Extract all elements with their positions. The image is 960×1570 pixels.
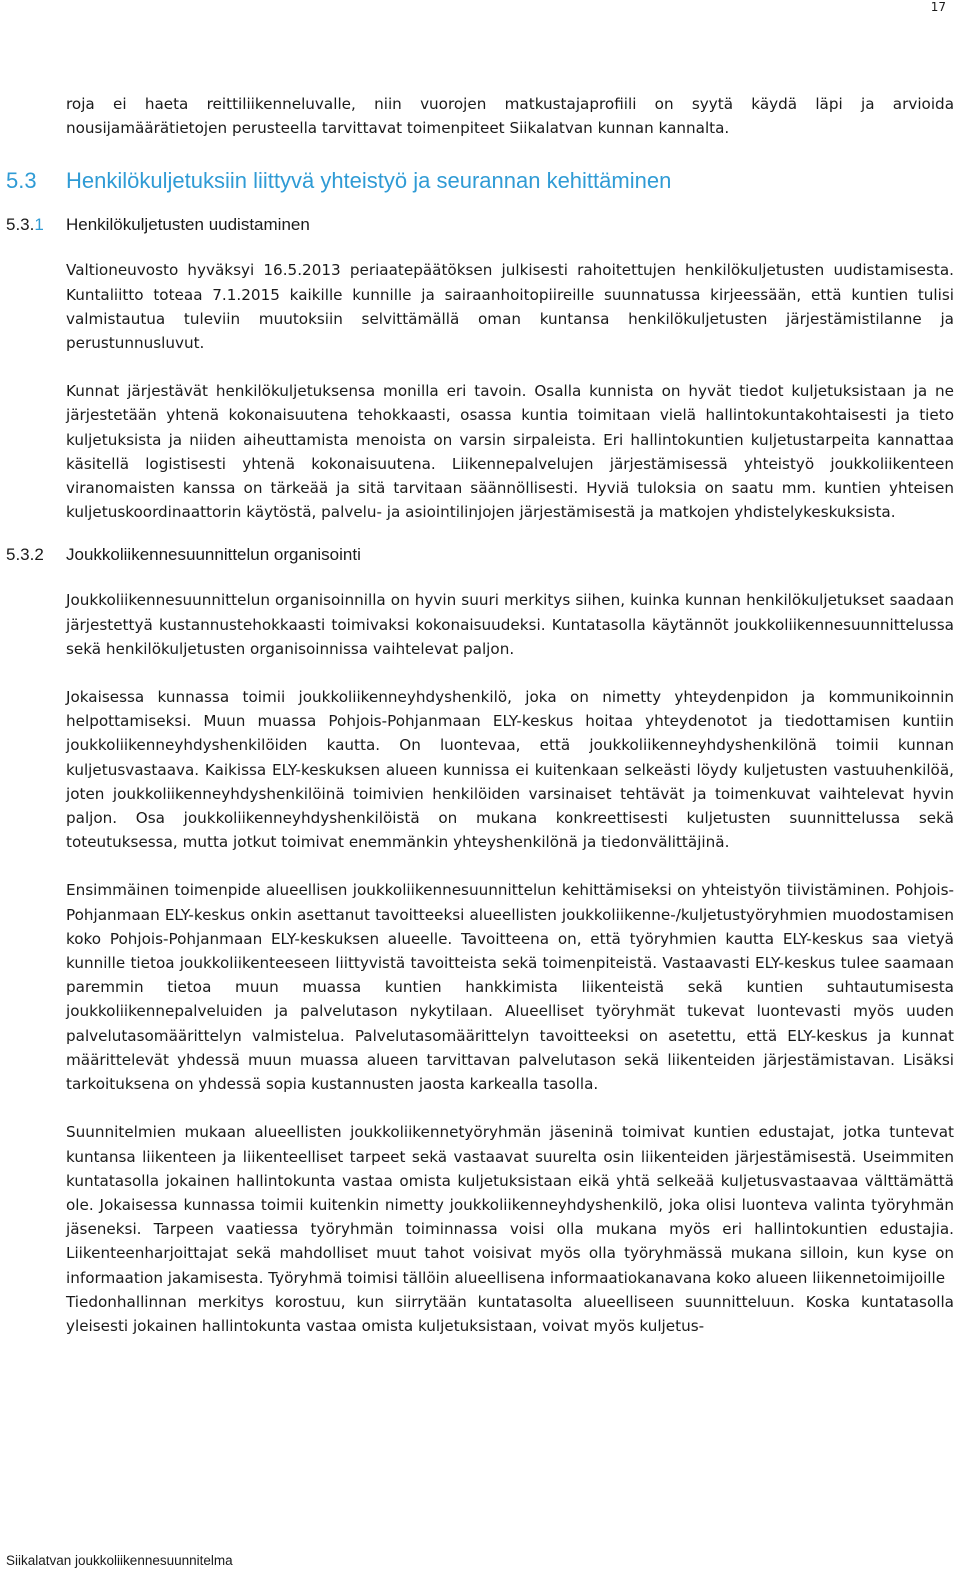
subsection-title: Henkilökuljetusten uudistaminen (66, 215, 310, 235)
paragraph: Jokaisessa kunnassa toimii joukkoliikenneyhdyshenkilö, joka on nimetty yhteydenpidon ja kommunikoinnin helpottamiseksi. Muun muassa Pohjois-Pohjanmaan ELY-keskus hoitaa yhteydenotot ja tiedottamisen kuntiin joukkoliikenneyhdyshenkilöiden kautta. On luontevaa, että joukkoliikenneyhdyshenkilönä toimii kunnan kuljetusvastaava. Kaikissa ELY-keskuksen alueen kunnissa ei kuitenkaan selkeästi löydy kuljetusten vastuuhenkilöä, joten joukkoliikenneyhdyshenkilöinä toimivien henkilöiden varsinaiset tehtävät ja toimenkuvat vaihtelevat hyvin paljon. Osa joukkoliikenneyhdyshenkilöistä on mukana konkreettisesti kuljetusten suunnittelussa sekä toteutuksessa, mutta jotkut toimivat enemmänkin yhteyshenkilönä ja tiedonvälittäjinä. (66, 688, 954, 852)
paragraph: Tiedonhallinnan merkitys korostuu, kun siirrytään kuntatasolta alueelliseen suunnitteluun. Koska kuntatasolla yleisesti jokainen hallintokunta vastaa omista kuljetuksistaan, voivat myös kuljetus- (66, 1292, 954, 1335)
subsection-number: 5.3.2 (6, 545, 44, 565)
subsection-heading-5-3-2 (6, 544, 954, 566)
subsection-heading-5-3-1 (6, 214, 954, 236)
paragraph: Valtioneuvosto hyväksyi 16.5.2013 periaatepäätöksen julkisesti rahoitettujen henkilökuljetusten uudistamisesta. Kuntaliitto toteaa 7.1.2015 kaikille kunnille ja sairaanhoitopiireille suunnatussa kirjeessään, että kuntien tulisi valmistautua tuleviin muutoksiin selvittämällä oman kuntansa henkilökuljetusten järjestämistilanne ja perustunnusluvut. (66, 261, 954, 353)
section-number: 5.3 (6, 168, 37, 194)
paragraph: Joukkoliikennesuunnittelun organisoinnilla on hyvin suuri merkitys siihen, kuinka kunnan henkilökuljetukset saadaan järjestettyä kustannustehokkaasti toimivaksi kokonaisuudeksi. Kuntatasolla käytännöt joukkoliikennesuunnittelussa sekä henkilökuljetusten organisoinnissa vaihtelevat paljon. (66, 591, 954, 658)
page-footer: Siikalatvan joukkoliikennesuunnitelma (6, 1553, 233, 1568)
section-title: Henkilökuljetuksiin liittyvä yhteistyö ja seurannan kehittäminen (66, 168, 672, 194)
subsection-number (6, 214, 44, 236)
paragraph: Kunnat järjestävät henkilökuljetuksensa monilla eri tavoin. Osalla kunnista on hyvät tiedot kuljetuksistaan ja ne järjestetään yhtenä kokonaisuutena tehokkaasti, osassa kuntia toimitaan vielä hallintokuntakohtaisesti ja tieto kuljetuksista ja niiden aiheuttamista menoista on varsin sirpaleista. Eri hallintokuntien kuljetustarpeita kannattaa käsitellä logistisesti yhtenä kokonaisuutena. Liikennepalvelujen järjestämisessä yhteistyö joukkoliikenteen viranomaisten kanssa on tärkeää ja sitä tarvitaan säännöllisesti. Hyviä tuloksia on saatu mm. kuntien yhteisen kuljetuskoordinaattorin käytöstä, palvelu- ja asiointilinjojen järjestämisestä ja matkojen yhdistelykeskuksista. (66, 382, 954, 522)
document-body (6, 92, 954, 1338)
paragraph: Ensimmäinen toimenpide alueellisen joukkoliikennesuunnittelun kehittämiseksi on yhteistyön tiivistäminen. Pohjois-Pohjanmaan ELY-keskus onkin asettanut tavoitteeksi alueellisten joukkoliikenne-/kuljetustyöryhmien muodostamisen koko Pohjois-Pohjanmaan ELY-keskuksen alueelle. Tavoitteena on, että työryhmien kautta ELY-keskus saa vietyä kunnille tietoa joukkoliikenteeseen liittyvistä tavoitteista sekä toimenpiteistä. Vastaavasti ELY-keskus tulee saamaan paremmin tietoa muun muassa kuntien hankkimista liikenteistä sekä kuntien suhtautumisesta joukkoliikennepalveluiden ja palvelutason nykytilaan. Alueelliset työryhmät tukevat luontevasti myös uuden palvelutasomäärittelyn valmistelua. Palvelutasomäärittelyn tavoitteeksi on asetettu, että ELY-keskus ja kunnat määrittelevät yhdessä muun muassa alueen tarvittavan palvelutason sekä liikenteiden järjestämistavan. Lisäksi tarkoituksena on yhdessä sopia kustannusten jaosta karkealla tasolla. (66, 881, 954, 1094)
subsection-number-suffix: 1 (34, 215, 44, 235)
page-number: 17 (930, 0, 946, 14)
subsection-title: Joukkoliikennesuunnittelun organisointi (66, 545, 361, 565)
paragraph: Suunnitelmien mukaan alueellisten joukkoliikennetyöryhmän jäseninä toimivat kuntien edustajat, jotka tuntevat kuntansa liikenteen ja liikenteelliset tarpeet sekä vastaavat suurelta osin liikenteiden järjestämisestä. Useimmiten kuntatasolla jokainen hallintokunta vastaa omista kuljetuksistaan eikä yhtä selkeää kuljetusvastaavaa välttämättä ole. Jokaisessa kunnassa toimii kuitenkin nimetty joukkoliikenneyhdyshenkilö, joka olisi luonteva valinta työryhmän jäseneksi. Tarpeen vaatiessa työryhmän toiminnassa voisi olla mukana myös eri hallintokuntien edustajia. Liikenteenharjoittajat sekä mahdolliset muut tahot voisivat myös olla työryhmässä mukana silloin, kun kyse on informaation jakamisesta. Työryhmä toimisi tällöin alueellisena informaatiokanavana koko alueen liikennetoimijoille (66, 1123, 954, 1287)
intro-paragraph: roja ei haeta reittiliikenneluvalle, niin vuorojen matkustajaprofiili on syytä käydä läpi ja arvioida nousijamäärätietojen perusteella tarvittavat toimenpiteet Siikalatvan kunnan kannalta. (66, 95, 954, 138)
subsection-number-prefix: 5.3. (6, 215, 35, 235)
section-heading-5-3 (6, 168, 954, 194)
